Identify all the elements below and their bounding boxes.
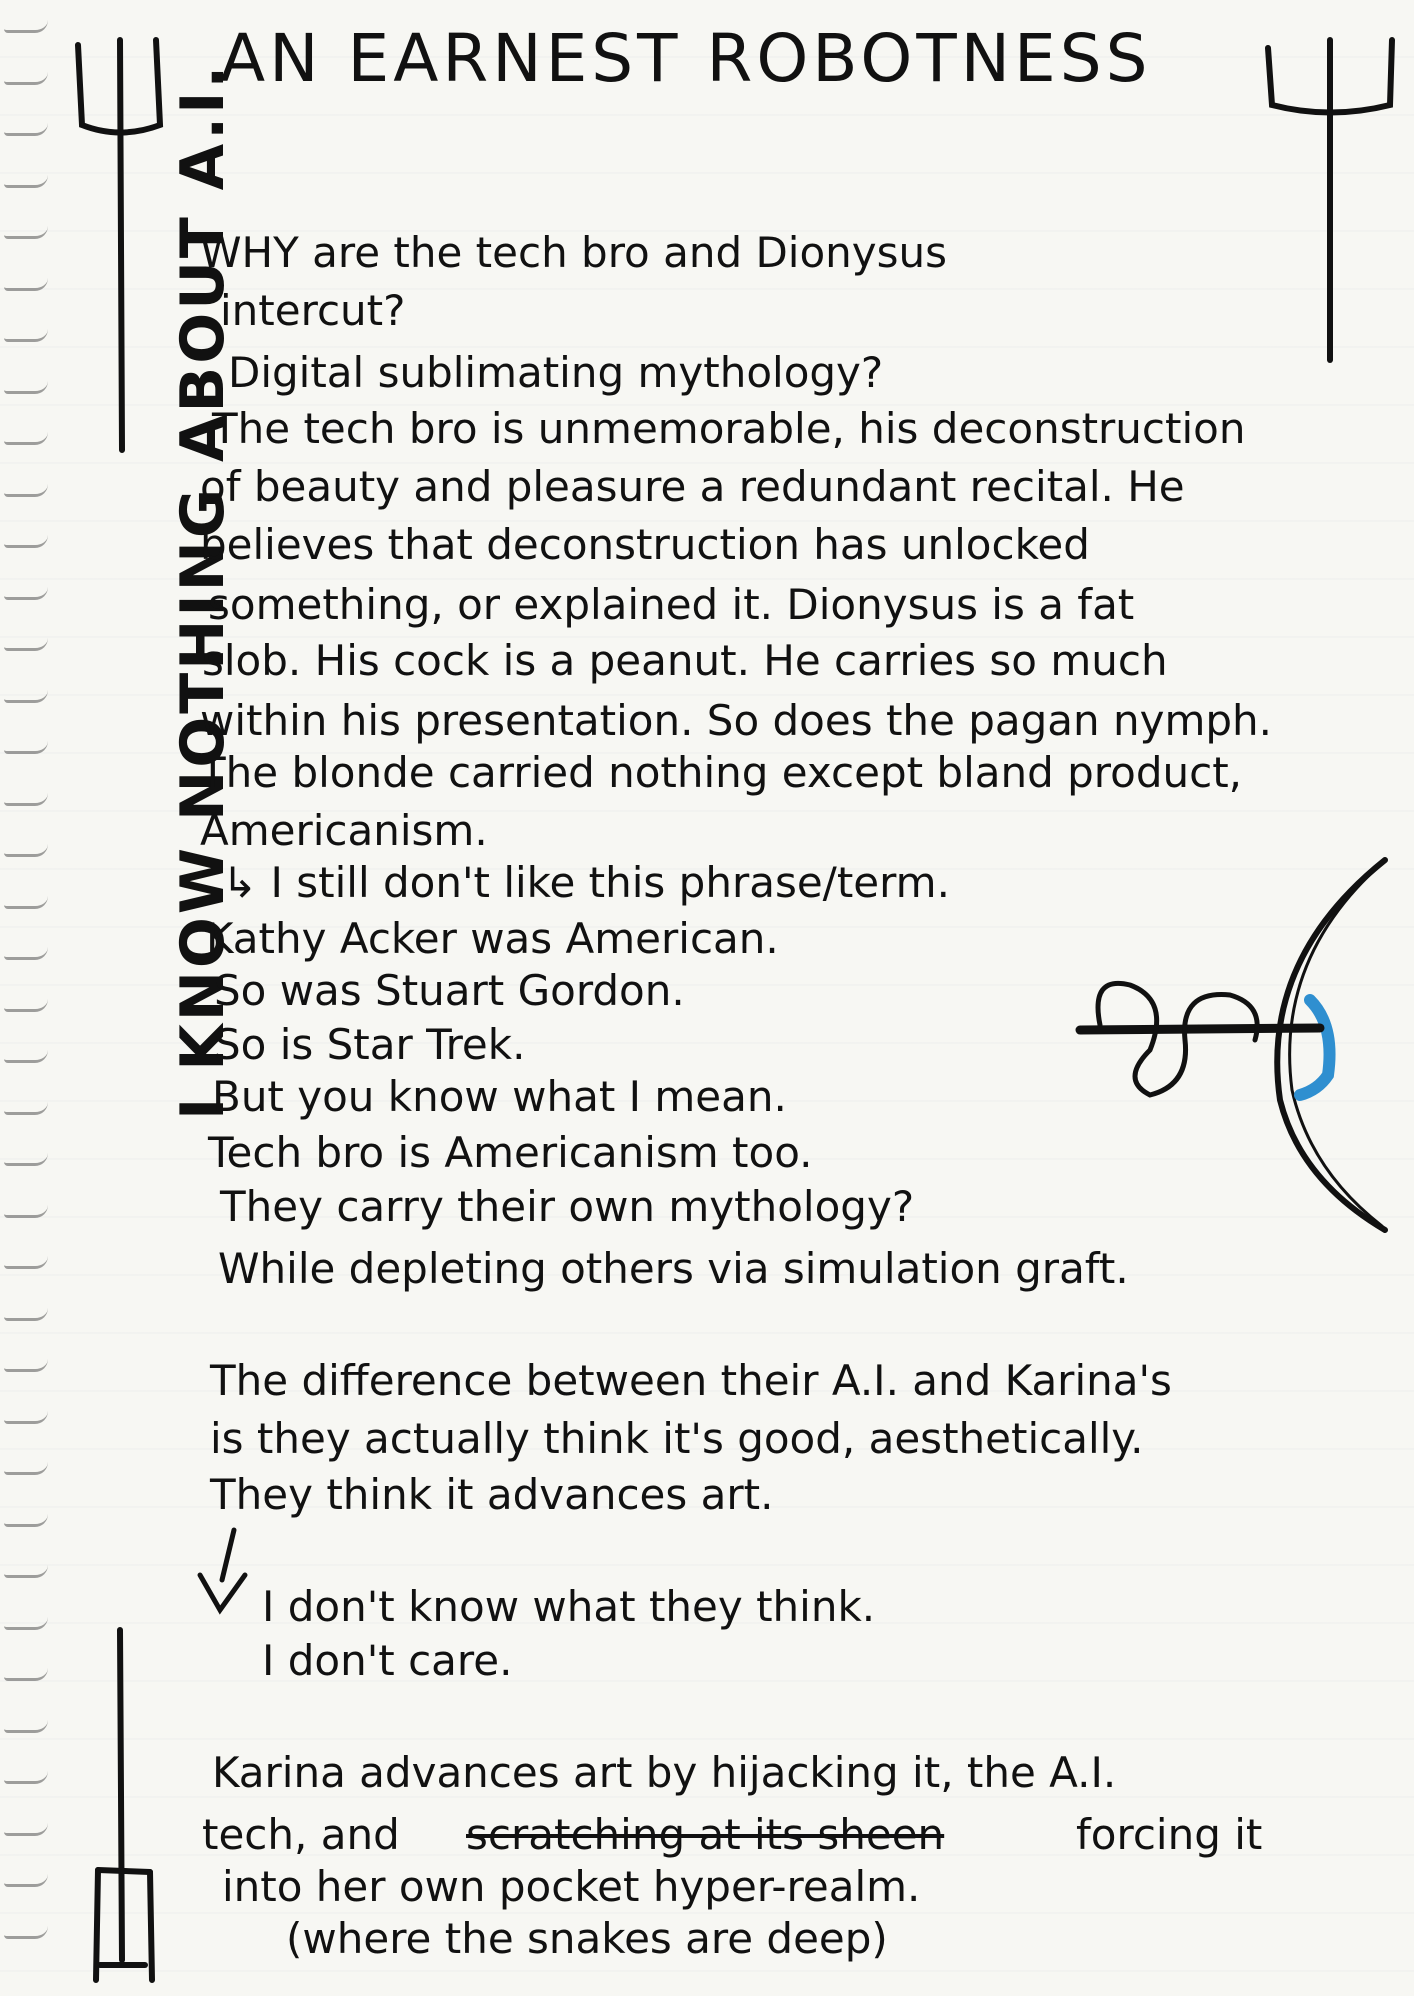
text-line: The blonde carried nothing except bland product,: [200, 748, 1243, 797]
page-title: AN EARNEST ROBOTNESS: [220, 20, 1152, 97]
text-line: I don't care.: [262, 1636, 513, 1685]
text-line: The difference between their A.I. and Karina's: [210, 1356, 1172, 1405]
text-line: of beauty and pleasure a redundant recital. He: [200, 462, 1185, 511]
text-line: something, or explained it. Dionysus is a fat: [208, 580, 1135, 629]
text-line: intercut?: [220, 286, 406, 335]
text-line: The tech bro is unmemorable, his deconstruction: [212, 404, 1246, 453]
text-line: Americanism.: [200, 806, 488, 855]
text-line: But you know what I mean.: [212, 1072, 787, 1121]
text-line: Tech bro is Americanism too.: [208, 1128, 813, 1177]
text-line: Digital sublimating mythology?: [228, 348, 884, 397]
struck-text: scratching at its sheen: [466, 1810, 945, 1859]
text-line: WHY are the tech bro and Dionysus: [200, 228, 948, 277]
text-line: into her own pocket hyper-realm.: [222, 1862, 921, 1911]
text-line: believes that deconstruction has unlocked: [200, 520, 1090, 569]
text-line: ↳ I still don't like this phrase/term.: [222, 858, 950, 907]
text-line: Kathy Acker was American.: [206, 914, 779, 963]
text-line: I don't know what they think.: [262, 1582, 876, 1631]
side-heading: I KNOW NOTHING ABOUT A.I.: [168, 62, 238, 1120]
text-line: within his presentation. So does the pagan nymph.: [200, 696, 1273, 745]
text-line: Karina advances art by hijacking it, the A.I.: [212, 1748, 1117, 1797]
text-line: They think it advances art.: [210, 1470, 774, 1519]
text-line: forcing it: [1076, 1810, 1263, 1859]
text-line: So is Star Trek.: [214, 1020, 526, 1069]
text-line: So was Stuart Gordon.: [214, 966, 685, 1015]
text-line: They carry their own mythology?: [220, 1182, 915, 1231]
text-line: is they actually think it's good, aesthetically.: [210, 1414, 1144, 1463]
text-line: slob. His cock is a peanut. He carries so much: [202, 636, 1168, 685]
text-line: While depleting others via simulation graft.: [218, 1244, 1129, 1293]
text-line: (where the snakes are deep): [286, 1914, 888, 1963]
text-line: tech, and: [202, 1810, 400, 1859]
